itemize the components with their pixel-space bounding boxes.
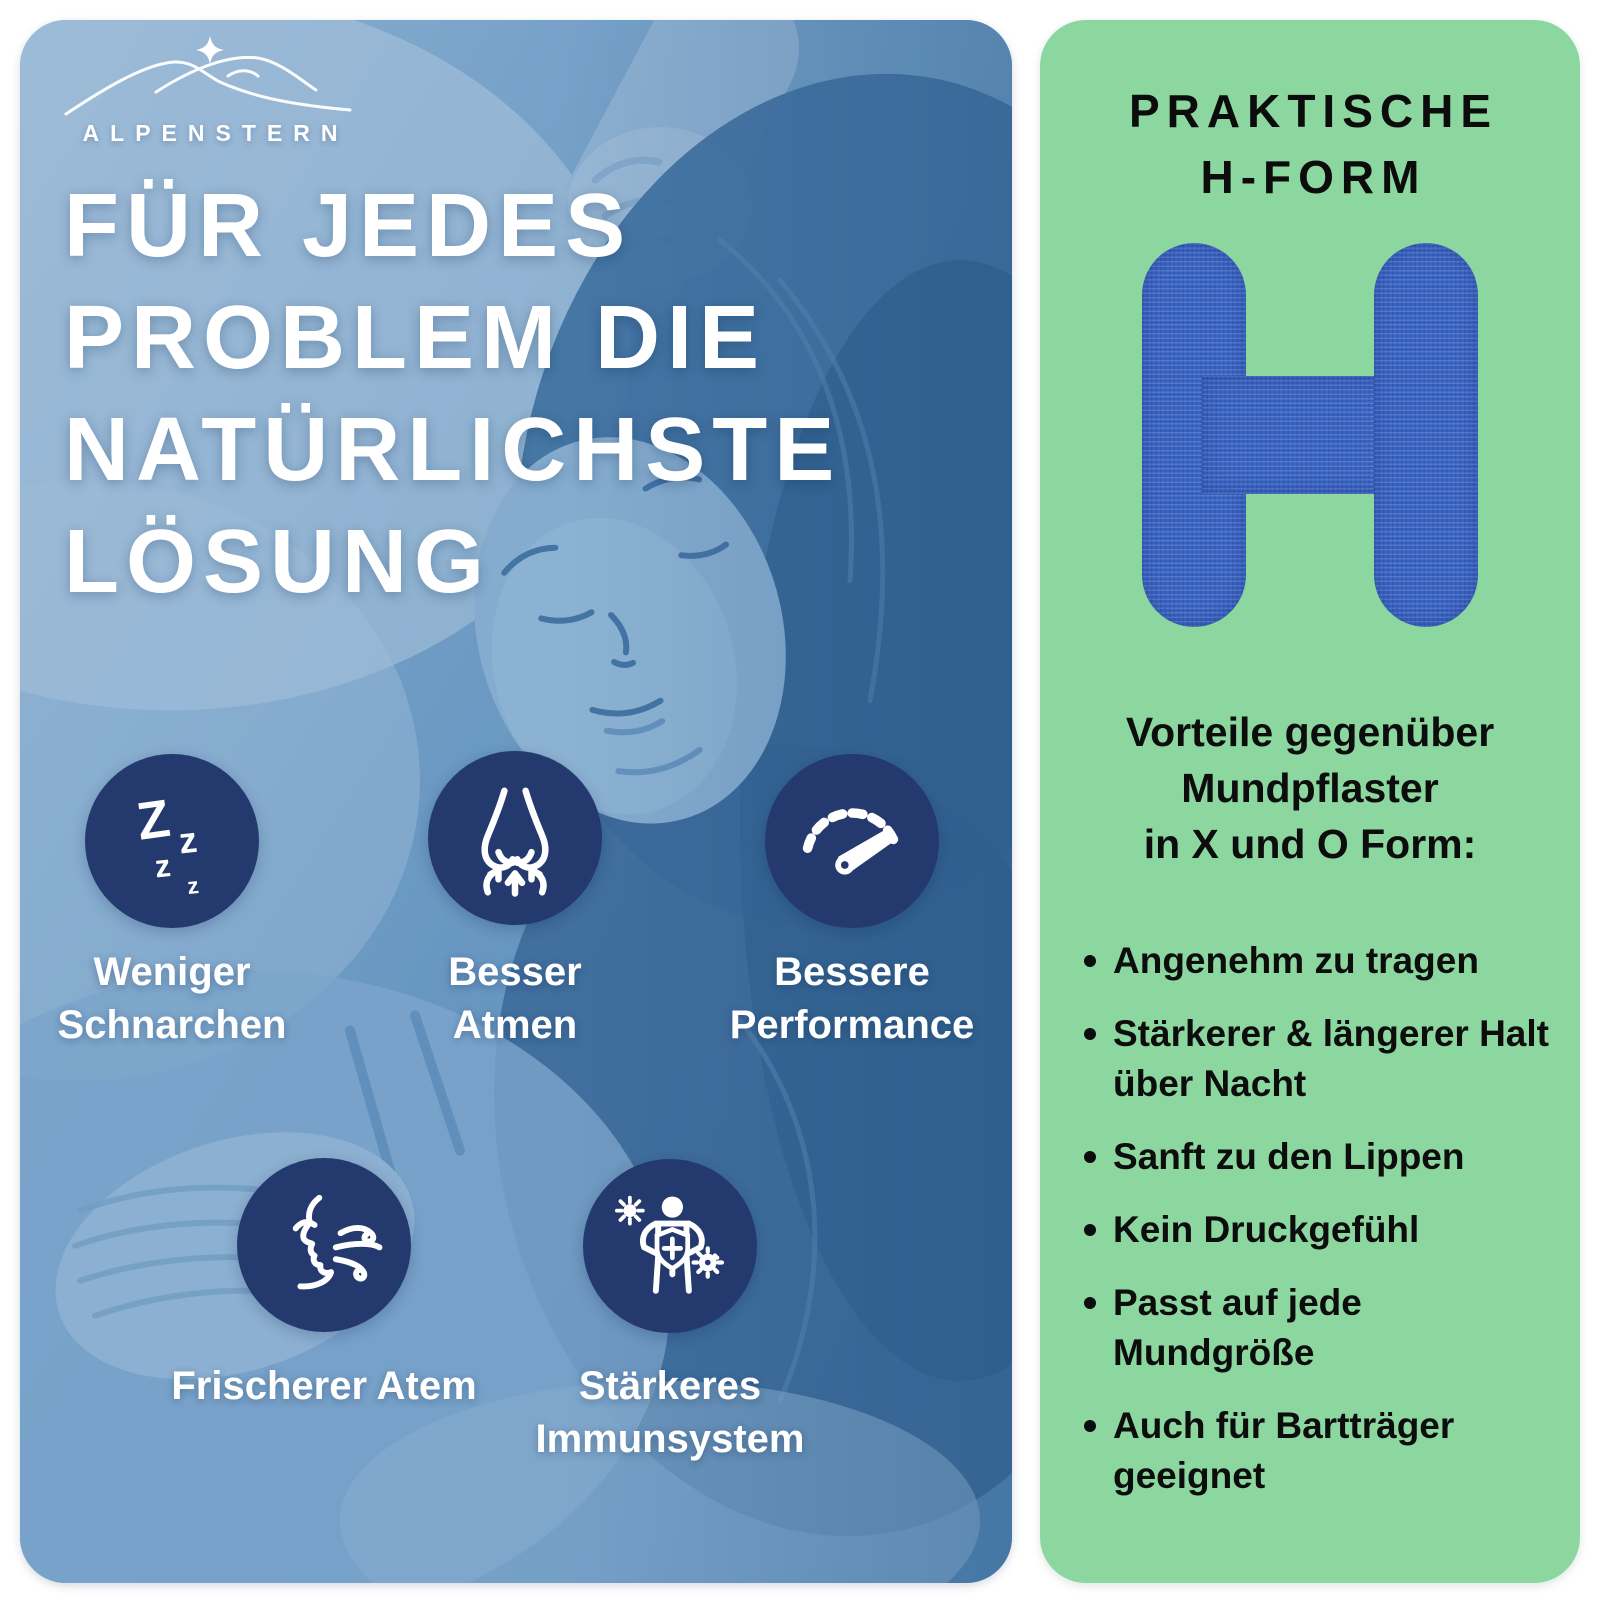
bullet-dot <box>1084 955 1096 967</box>
advantages-heading-line-3: in X und O Form: <box>1143 821 1477 867</box>
advantages-list <box>1080 936 1552 1524</box>
left-photo-panel <box>20 20 1012 1583</box>
speedometer-icon <box>792 781 912 901</box>
immune-system-icon <box>611 1187 729 1305</box>
advantages-heading <box>1040 704 1580 872</box>
bullet-dot <box>1084 1297 1096 1309</box>
advantage-text: Angenehm zu tragen <box>1113 940 1479 981</box>
list-item <box>1080 1009 1552 1109</box>
headline-line-3: NATÜRLICHSTE <box>64 400 842 500</box>
bullet-dot <box>1084 1420 1096 1432</box>
benefit-label-performance: Bessere Performance <box>729 950 975 1047</box>
benefit-label-breathing: Besser Atmen <box>448 950 582 1047</box>
nose-breathing-icon <box>456 779 574 897</box>
list-item <box>1080 1278 1552 1378</box>
advantages-heading-line-2: Mundpflaster <box>1181 765 1439 811</box>
list-item <box>1080 1205 1552 1255</box>
benefit-label-immune: Stärkeres Immunsystem <box>535 1364 805 1461</box>
h-shape-tape-graphic <box>1142 243 1478 627</box>
benefit-circle-performance <box>765 754 939 928</box>
advantages-heading-line-1: Vorteile gegenüber <box>1125 709 1495 755</box>
advantage-text: Stärkerer & längerer Halt über Nacht <box>1113 1013 1549 1104</box>
brand-logo <box>60 34 360 147</box>
headline-line-1: FÜR JEDES <box>64 176 633 276</box>
right-info-panel <box>1040 20 1580 1583</box>
right-panel-title <box>1040 78 1580 210</box>
title-line-2: H-FORM <box>1200 151 1427 203</box>
bullet-dot <box>1084 1224 1096 1236</box>
sleep-zzz-icon <box>112 781 232 901</box>
fresh-breath-icon <box>265 1186 383 1304</box>
svg-text:z: z <box>185 872 200 900</box>
benefit-circle-immune <box>583 1159 757 1333</box>
svg-text:z: z <box>176 818 199 862</box>
tape-right-bar <box>1374 243 1478 627</box>
list-item <box>1080 936 1552 986</box>
advantage-text: Kein Druckgefühl <box>1113 1209 1420 1250</box>
advantage-text: Auch für Bartträger geeignet <box>1113 1405 1455 1496</box>
advantage-text: Sanft zu den Lippen <box>1113 1136 1465 1177</box>
headline-line-4: LÖSUNG <box>64 512 492 612</box>
advantage-text: Passt auf jede Mundgröße <box>1113 1282 1362 1373</box>
bullet-dot <box>1084 1151 1096 1163</box>
svg-text:Z: Z <box>133 788 174 852</box>
list-item <box>1080 1401 1552 1501</box>
benefit-circle-fresh-breath <box>237 1158 411 1332</box>
svg-text:z: z <box>153 847 173 885</box>
benefit-circle-breathing <box>428 751 602 925</box>
headline <box>64 170 841 618</box>
bullet-dot <box>1084 1028 1096 1040</box>
benefit-circle-snoring <box>85 754 259 928</box>
headline-line-2: PROBLEM DIE <box>64 288 767 388</box>
title-line-1: PRAKTISCHE <box>1128 85 1499 137</box>
list-item <box>1080 1132 1552 1182</box>
benefit-label-fresh-breath: Frischerer Atem <box>171 1364 477 1408</box>
benefit-label-snoring: Weniger Schnarchen <box>57 950 287 1047</box>
mountain-star-icon <box>60 34 360 120</box>
brand-name: ALPENSTERN <box>82 120 349 146</box>
